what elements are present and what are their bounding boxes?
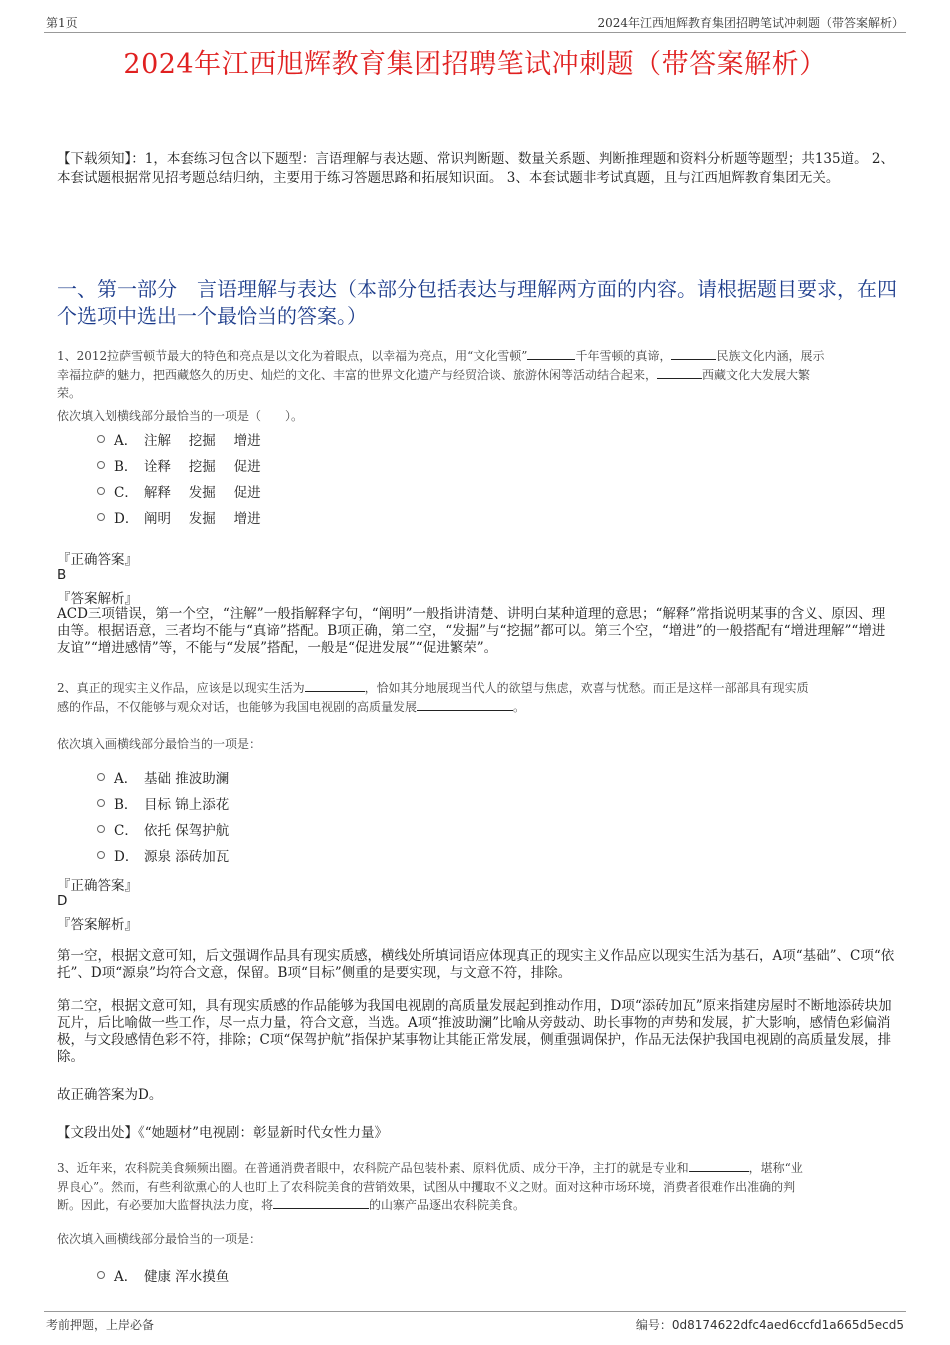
question-2-hint: 依次填入画横线部分最恰当的一项是： [57, 737, 262, 751]
q2-source: 【文段出处】《“她题材”电视剧：彰显新时代女性力量》 [57, 1125, 389, 1141]
q2-option-a[interactable]: A． 基础 推波助澜 [97, 768, 229, 786]
radio-icon[interactable] [97, 825, 105, 833]
q2-analysis-label: 『答案解析』 [57, 917, 138, 933]
footer-code: 编号：0d8174622dfc4aed6ccfd1a665d5ecd5 [635, 1318, 904, 1332]
q1-option-c[interactable]: C． 解释 发掘 促进 [97, 482, 261, 500]
q3-option-a[interactable]: A． 健康 浑水摸鱼 [97, 1266, 229, 1284]
q2-option-b[interactable]: B． 目标 锦上添花 [97, 794, 229, 812]
q2-conclusion: 故正确答案为D。 [57, 1087, 163, 1103]
section-heading: 一、第一部分 言语理解与表达（本部分包括表达与理解两方面的内容。请根据题目要求，在四个选项中选出一个最恰当的答案。） [57, 277, 897, 328]
q1-option-a[interactable]: A． 注解 挖掘 增进 [97, 430, 261, 448]
q2-option-d[interactable]: D． 源泉 添砖加瓦 [97, 846, 229, 864]
q2-option-c[interactable]: C． 依托 保驾护航 [97, 820, 229, 838]
q2-analysis-2: 第二空，根据文意可知，具有现实质感的作品能够为我国电视剧的高质量发展起到推动作用，D项“添砖加瓦”原来指建房屋时不断地添砖块加瓦片，后比喻做一些工作，尽一点力量，符合文意，当选。A项“推波助澜”比喻从旁鼓动、助长事物的声势和发展，扩大影响，感情色彩偏消极，与文段感情色彩不符，排除；C项“保驾护航”指保护某事物让其能正常发展，侧重强调保护，作品无法保护我国电视剧的高质量发展，排除。 [57, 998, 892, 1065]
radio-icon[interactable] [97, 773, 105, 781]
q2-answer-label: 『正确答案』 [57, 878, 138, 894]
header-divider [44, 32, 906, 33]
q1-answer: B [57, 567, 67, 583]
radio-icon[interactable] [97, 461, 105, 469]
footer-divider [44, 1311, 906, 1312]
radio-icon[interactable] [97, 799, 105, 807]
radio-icon[interactable] [97, 435, 105, 443]
question-3-stem: 3、近年来，农科院美食频频出圈。在普通消费者眼中，农科院产品包装朴素、原料优质、成分干净，主打的就是专业和 ，堪称“业 界良心”。然而，有些利欲熏心的人也盯上了农科院美食的营销效果，试图从中攫取不义之财。面对这种市场环境，消费者很难作出准确的判 断。因此，有必要加大监督执法力度，将 的山寨产品逐出农科院美食。 [57, 1161, 803, 1212]
question-1-stem: 1、2012拉萨雪顿节最大的特色和亮点是以文化为着眼点，以幸福为亮点，用“文化雪顿” 千年雪顿的真谛， 民族文化内涵，展示 幸福拉萨的魅力，把西藏悠久的历史、灿烂的文化、丰富的世界文化遗产与经贸洽谈、旅游休闲等活动结合起来， 西藏文化大发展大繁 荣。 [57, 349, 825, 400]
question-2-stem: 2、真正的现实主义作品，应该是以现实生活为 ，恰如其分地展现当代人的欲望与焦虑，欢喜与忧愁。而正是这样一部部具有现实质 感的作品，不仅能够与观众对话，也能够为我国电视剧的高质量发展 。 [57, 681, 809, 714]
question-1-hint: 依次填入划横线部分最恰当的一项是（ ）。 [57, 409, 304, 423]
q1-analysis: ACD三项错误，第一个空，“注解”一般指解释字句，“阐明”一般指讲清楚、讲明白某种道理的意思；“解释”常指说明某事的含义、原因、理由等。根据语意，三者均不能与“真谛”搭配。B项正确，第二空，“发掘”与“挖掘”都可以。第三个空，“增进”的一般搭配有“增进理解”“增进友谊”“增进感情”等，不能与“发展”搭配，一般是“促进发展”“促进繁荣”。 [57, 606, 886, 656]
q1-answer-label: 『正确答案』 [57, 552, 138, 568]
page-title: 2024年江西旭辉教育集团招聘笔试冲刺题（带答案解析） [123, 49, 827, 80]
q2-answer: D [57, 893, 68, 909]
radio-icon[interactable] [97, 851, 105, 859]
footer-slogan: 考前押题，上岸必备 [46, 1318, 155, 1332]
download-notice: 【下载须知】：1，本套练习包含以下题型：言语理解与表达题、常识判断题、数量关系题、判断推理题和资料分析题等题型；共135道。 2、本套试题根据常见招考题总结归纳，主要用于练习答题思路和拓展知识面。 3、本套试题非考试真题，且与江西旭辉教育集团无关。 [57, 151, 894, 186]
q1-option-d[interactable]: D． 阐明 发掘 增进 [97, 508, 261, 526]
radio-icon[interactable] [97, 1271, 105, 1279]
radio-icon[interactable] [97, 487, 105, 495]
q1-analysis-label: 『答案解析』 [57, 591, 138, 607]
q2-analysis-1: 第一空，根据文意可知，后文强调作品具有现实质感，横线处所填词语应体现真正的现实主义作品应以现实生活为基石，A项“基础”、C项“依托”、D项“源泉”均符合文意，保留。B项“目标”侧重的是要实现，与文意不符，排除。 [57, 948, 895, 981]
question-3-hint: 依次填入画横线部分最恰当的一项是： [57, 1232, 262, 1246]
radio-icon[interactable] [97, 513, 105, 521]
header-doc-title: 2024年江西旭辉教育集团招聘笔试冲刺题（带答案解析） [597, 16, 904, 30]
page-number: 第1页 [46, 16, 78, 30]
q1-option-b[interactable]: B． 诠释 挖掘 促进 [97, 456, 261, 474]
